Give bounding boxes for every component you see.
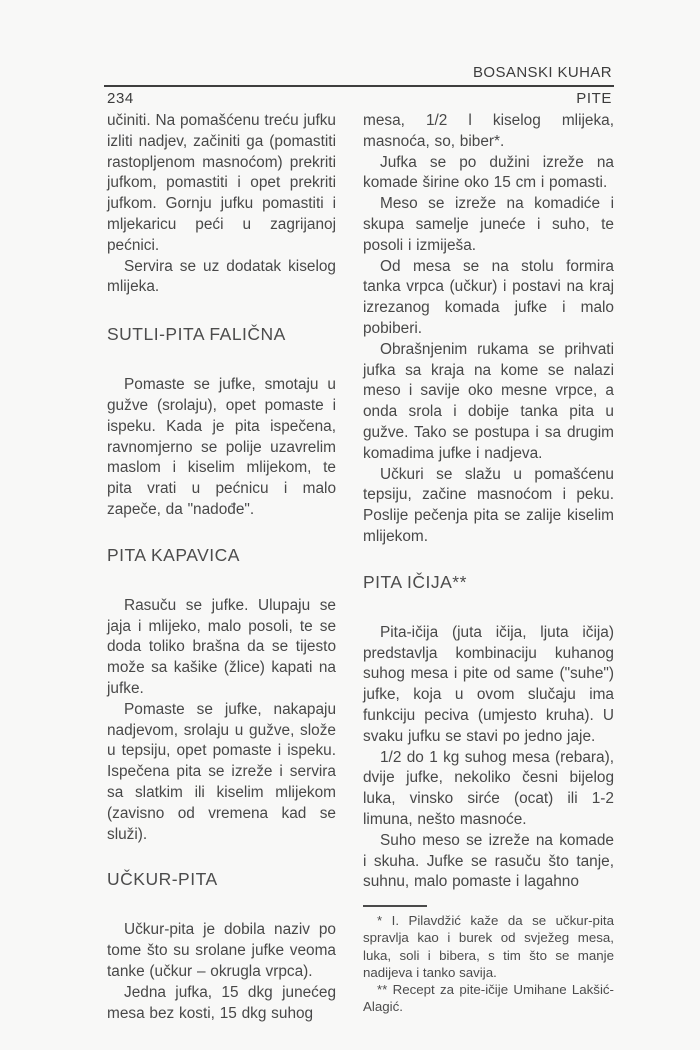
page-number: 234 [107, 90, 134, 107]
paragraph: 1/2 do 1 kg suhog mesa (rebara), dvije jufke, nekoliko česni bijelog luka, vinsko sirće (ocat) ili 1-2 limuna, nešto masnoće. [363, 748, 614, 828]
section-title: PITE [576, 90, 612, 107]
paragraph: Od mesa se na stolu formira tanka vrpca (učkur) i postavi na kraj izrezanog komada jufke i malo pobiberi. [363, 257, 614, 337]
recipe-heading-pita-kapavica: PITA KAPAVICA [107, 544, 240, 565]
paragraph-continuation: učiniti. Na pomašćenu treću jufku izliti nadjev, začiniti ga (pomastiti rastopljenom masnoćom) prekriti jufkom, pomastiti i opet prekriti jufkom. Gornju jufku pomastiti i mljekaricu peći u zagrijanoj pećnici. [107, 112, 336, 254]
paragraph: Pita-ičija (juta ičija, ljuta ičija) predstavlja kombinaciju kuhanog suhog mesa i pite od same ("suhe") jufke, koja u ovom slučaju ima funkciju peciva (umjesto kruha). U svaku jufku se stavi po jedno jaje. [363, 623, 614, 745]
header-rule [104, 85, 614, 87]
paragraph: Meso se izreže na komadiće i skupa samelje juneće i suho, te posoli i izmiješa. [363, 195, 614, 254]
paragraph: Servira se uz dodatak kiselog mlijeka. [107, 257, 336, 296]
paragraph: Rasuču se jufke. Ulupaju se jaja i mlijeko, malo posoli, te se doda toliko brašna da se tijesto može sa kašike (žlice) kapati na jufke. [107, 596, 336, 697]
paragraph: Suho meso se izreže na komade i skuha. Jufke se rasuču što tanje, suhnu, malo pomaste i lagahno [363, 831, 614, 891]
paragraph: Jufka se po dužini izreže na komade širine oko 15 cm i pomasti. [363, 153, 614, 192]
paragraph: Učkuri se slažu u pomašćenu tepsiju, začine masnoćom i peku. Poslije pečenja pita se zalije kiselim mlijekom. [363, 465, 614, 545]
book-title: BOSANSKI KUHAR [473, 64, 612, 81]
paragraph: Pomaste se jufke, nakapaju nadjevom, srolaju u gužve, slože u tepsiju, opet pomaste i ispeku. Ispečena pita se izreže i servira sa slatkim ili kiselim mlijekom (zavisno od vremena kad se služi). [107, 700, 336, 843]
footnote: * I. Pilavdžić kaže da se učkur-pita spravlja kao i burek od svježeg mesa, luka, soli i bibera, s tim što se manje nadijeva i tanko savija. [363, 913, 614, 980]
recipe-heading-pita-icija: PITA IČIJA** [363, 571, 467, 592]
left-column [107, 111, 336, 1024]
paragraph-continuation: mesa, 1/2 l kiselog mlijeka, masnoća, so, biber*. [363, 112, 614, 150]
footnote-rule [363, 905, 427, 907]
footnote: ** Recept za pite-ičije Umihane Lakšić-Alagić. [363, 981, 614, 1015]
paragraph: Obrašnjenim rukama se prihvati jufka sa kraja na kome se nalazi meso i savije oko mesne vrpce, a onda srola i dobije tanka pita u gužve. Tako se postupa i sa drugim komadima jufke i nadjeva. [363, 340, 614, 462]
paragraph: Pomaste se jufke, smotaju u gužve (srolaju), opet pomaste i ispeku. Kada je pita ispečena, ravnomjerno se polije uzavrelim maslom i kiselim mlijekom, te pita vrati u pećnicu i malo zapeče, da "nadođe". [107, 376, 336, 518]
right-column [363, 111, 614, 1015]
paragraph: Jedna jufka, 15 dkg junećeg mesa bez kosti, 15 dkg suhog [107, 983, 336, 1022]
recipe-heading-uckur-pita: UČKUR-PITA [107, 869, 218, 890]
recipe-heading-sutli-pita-falicna: SUTLI-PITA FALIČNA [107, 324, 286, 345]
paragraph: Učkur-pita je dobila naziv po tome što su srolane jufke veoma tanke (učkur – okrugla vrpca). [107, 921, 336, 980]
